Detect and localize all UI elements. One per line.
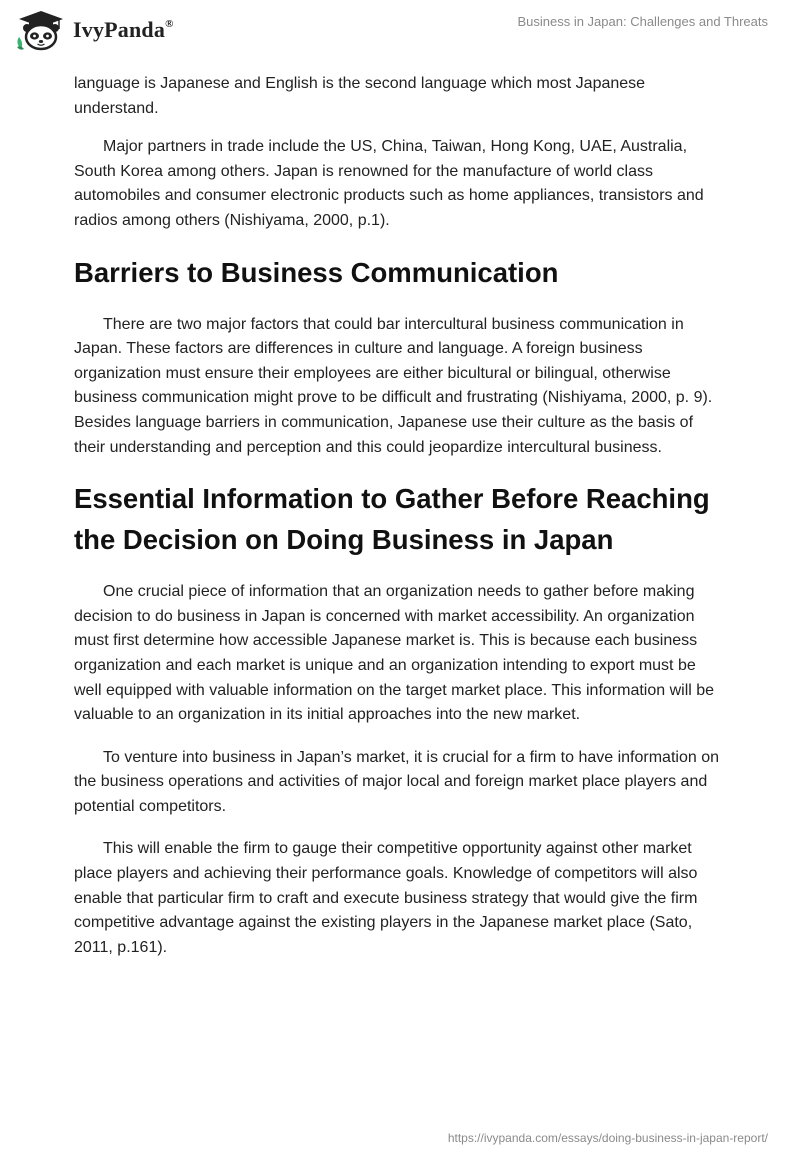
heading-essential-information: Essential Information to Gather Before Reaching the Decision on Doing Business in Japan [74, 483, 710, 556]
paragraph-market-accessibility: One crucial piece of information that an organization needs to gather before making decision to do business in Japan is concerned with market accessibility. An organization must first determine how accessible Japanese market is. This is because each business organization and each market is unique and an organization intending to export must be well equipped with valuable information on the target market place. This information will be valuable to an organization in its initial approaches into the new market. [74, 583, 715, 724]
source-url[interactable]: https://ivypanda.com/essays/doing-business-in-japan-report/ [447, 1131, 768, 1145]
logo-wordmark: IvyPanda® [73, 17, 174, 42]
paragraph-trade-partners: Major partners in trade include the US, China, Taiwan, Hong Kong, UAE, Australia, South Korea among others. Japan is renowned for the manufacture of world class automobiles and consumer electronic products such as home appliances, transistors and radios among others (Nishiyama, 2000, p.1). [74, 138, 704, 229]
document-title: Business in Japan: Challenges and Threats [517, 14, 768, 29]
ivypanda-logo[interactable] [15, 9, 174, 51]
paragraph-intro: language is Japanese and English is the second language which most Japanese understand. [74, 75, 646, 117]
paragraph-barriers: There are two major factors that could bar intercultural business communication in Japan. These factors are differences in culture and language. A foreign business organization must ensure their employees are either bicultural or bilingual, otherwise business communication might prove to be difficult and frustrating (Nishiyama, 2000, p. 9). Besides language barriers in communication, Japanese use their culture as the basis of their understanding and perception and this could jeopardize intercultural business. [74, 315, 713, 456]
heading-barriers: Barriers to Business Communication [74, 256, 559, 288]
registered-mark: ® [165, 17, 174, 30]
panda-logo-icon [15, 9, 67, 51]
paragraph-competitive-advantage: This will enable the firm to gauge their competitive opportunity against other market place players and achieving their performance goals. Knowledge of competitors will also enable that particular firm to craft and execute business strategy that would give the firm competitive advantage against the existing players in the Japanese market place (Sato, 2011, p.161). [74, 840, 698, 956]
document-body [74, 72, 726, 978]
paragraph-competitors: To venture into business in Japan’s market, it is crucial for a firm to have information on the business operations and activities of major local and foreign market place players and potential competitors. [74, 748, 719, 815]
page-header [0, 0, 800, 66]
